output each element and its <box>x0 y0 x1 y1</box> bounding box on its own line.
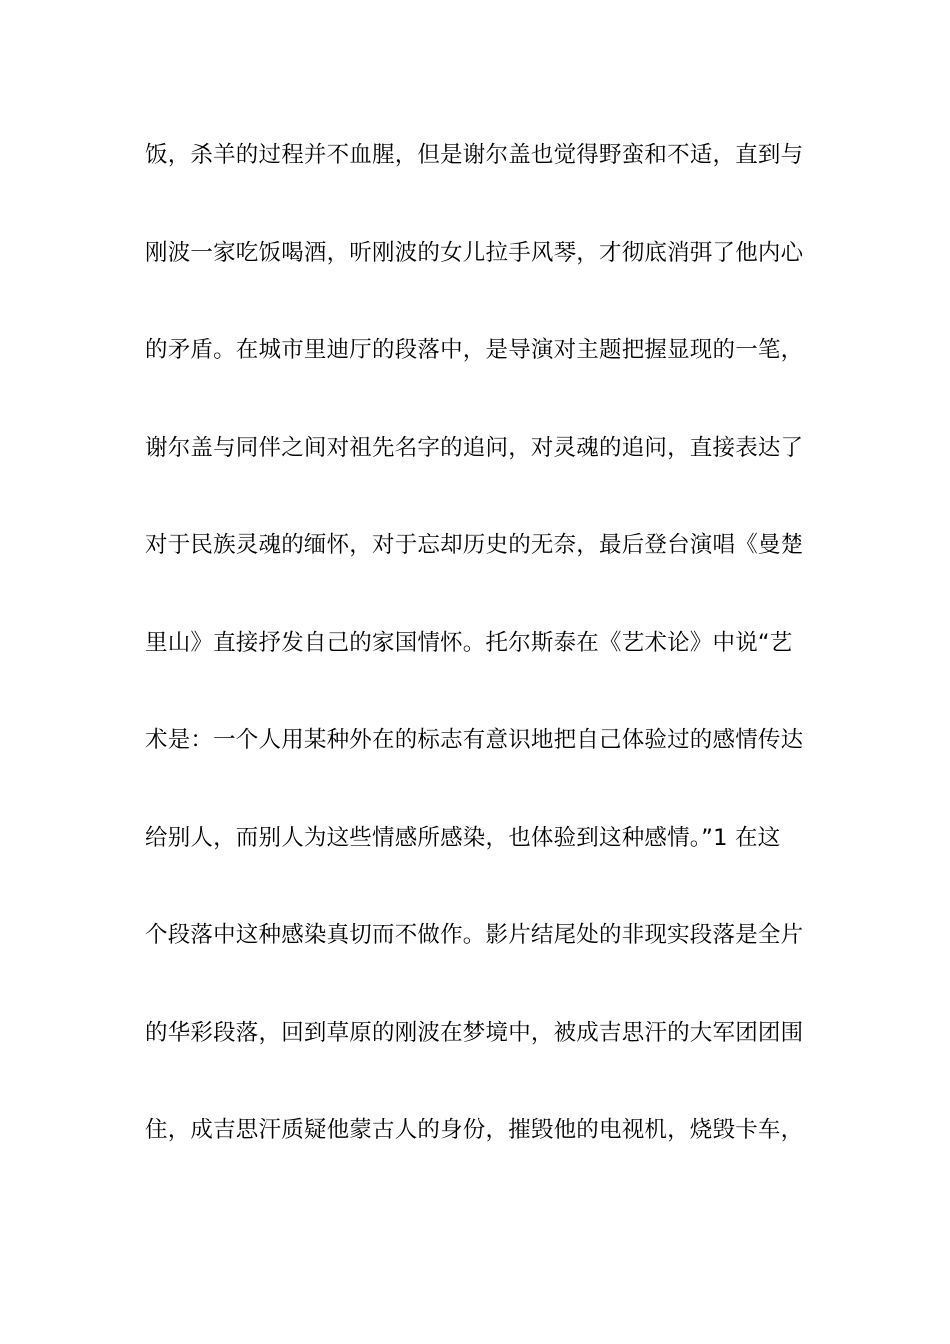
text-line-9: 个段落中这种感染真切而不做作。影片结尾处的非现实段落是全片 <box>145 922 804 948</box>
text-line-7: 术是：一个人用某种外在的标志有意识地把自己体验过的感情传达 <box>145 727 804 753</box>
text-line-2: 刚波一家吃饭喝酒，听刚波的女儿拉手风琴，才彻底消弭了他内心 <box>145 239 804 266</box>
text-line-1: 饭，杀羊的过程并不血腥，但是谢尔盖也觉得野蛮和不适，直到与 <box>145 142 804 168</box>
text-line-3: 的矛盾。在城市里迪厅的段落中，是导演对主题把握显现的一笔， <box>145 337 804 363</box>
text-line-5: 对于民族灵魂的缅怀，对于忘却历史的无奈，最后登台演唱《曼楚 <box>145 532 804 558</box>
text-line-8: 给别人，而别人为这些情感所感染，也体验到这种感情。”1 在这 <box>145 824 781 851</box>
text-line-10: 的华彩段落，回到草原的刚波在梦境中，被成吉思汗的大军团团围 <box>145 1019 804 1046</box>
text-line-11: 住，成吉思汗质疑他蒙古人的身份，摧毁他的电视机，烧毁卡车， <box>145 1117 804 1143</box>
text-line-6: 里山》直接抒发自己的家国情怀。托尔斯泰在《艺术论》中说“艺 <box>145 629 793 656</box>
body-text <box>145 131 815 1204</box>
text-line-4: 谢尔盖与同伴之间对祖先名字的追问，对灵魂的追问，直接表达了 <box>145 434 804 461</box>
